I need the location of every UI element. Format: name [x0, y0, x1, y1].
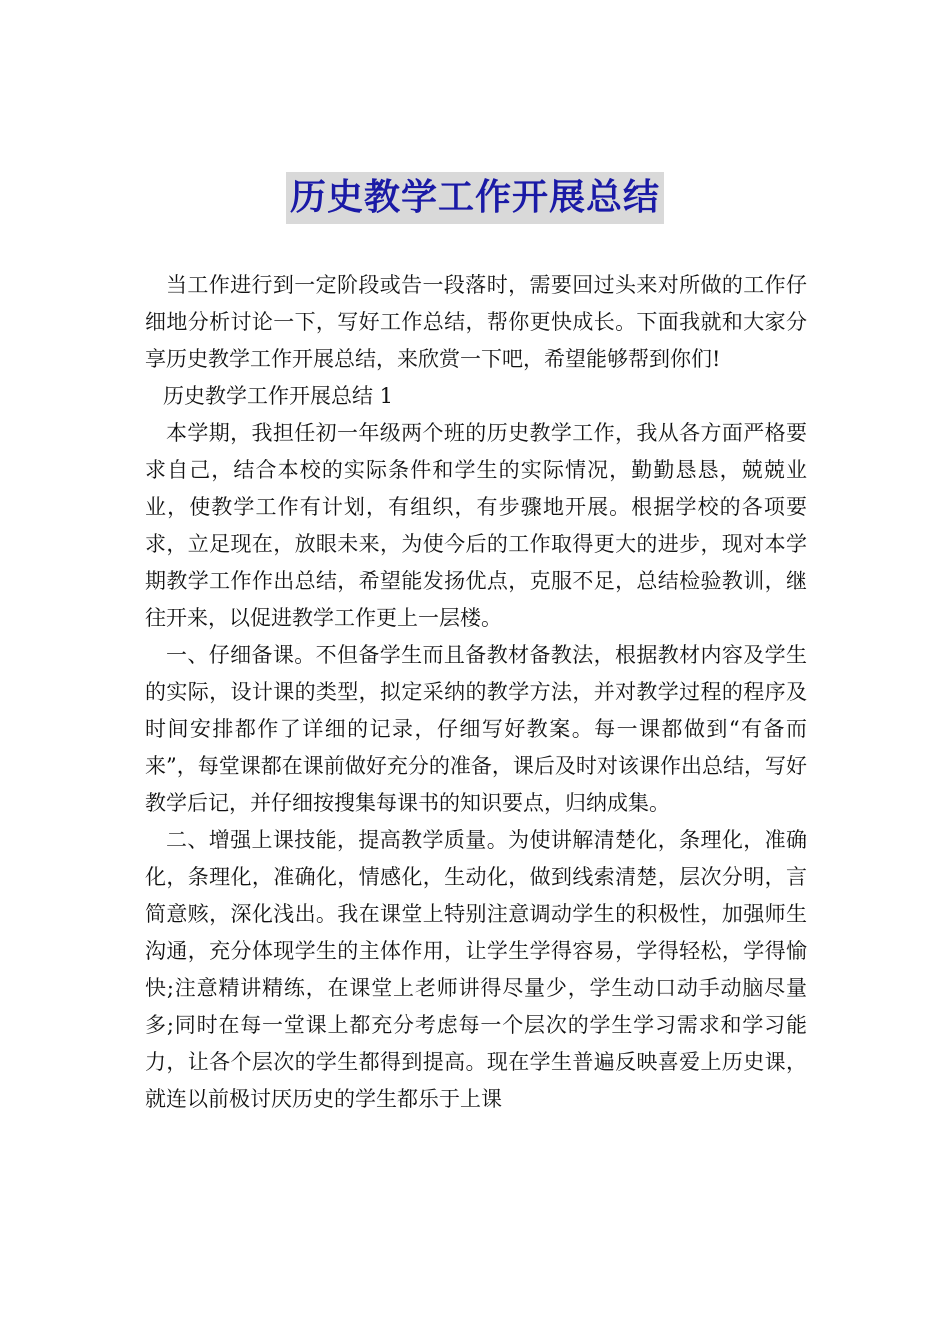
- body-paragraph: 二、增强上课技能，提高教学质量。为使讲解清楚化，条理化，准确化，条理化，准确化，情感化，生动化，做到线索清楚，层次分明，言简意赅，深化浅出。我在课堂上特别注意调动学生的积极性，加强师生沟通，充分体现学生的主体作用，让学生学得容易，学得轻松，学得愉快;注意精讲精练，在课堂上老师讲得尽量少，学生动口动手动脑尽量多;同时在每一堂课上都充分考虑每一个层次的学生学习需求和学习能力，让各个层次的学生都得到提高。现在学生普遍反映喜爱上历史课，就连以前极讨厌历史的学生都乐于上课: [145, 828, 807, 1111]
- section-heading: 历史教学工作开展总结 1: [163, 384, 394, 408]
- document-body: [145, 267, 807, 1118]
- body-paragraph: 本学期，我担任初一年级两个班的历史教学工作，我从各方面严格要求自己，结合本校的实际条件和学生的实际情况，勤勤恳恳，兢兢业业，使教学工作有计划，有组织，有步骤地开展。根据学校的各项要求，立足现在，放眼未来，为使今后的工作取得更大的进步，现对本学期教学工作作出总结，希望能发扬优点，克服不足，总结检验教训，继往开来，以促进教学工作更上一层楼。: [145, 421, 807, 630]
- document-title: 历史教学工作开展总结: [286, 172, 664, 224]
- body-paragraph: 一、仔细备课。不但备学生而且备教材备教法，根据教材内容及学生的实际，设计课的类型，拟定采纳的教学方法，并对教学过程的程序及时间安排都作了详细的记录，仔细写好教案。每一课都做到“有备而来”，每堂课都在课前做好充分的准备，课后及时对该课作出总结，写好教学后记，并仔细按搜集每课书的知识要点，归纳成集。: [145, 643, 807, 815]
- title-container: [0, 172, 950, 224]
- intro-paragraph: 当工作进行到一定阶段或告一段落时，需要回过头来对所做的工作仔细地分析讨论一下，写好工作总结，帮你更快成长。下面我就和大家分享历史教学工作开展总结，来欣赏一下吧，希望能够帮到你们!: [145, 273, 807, 371]
